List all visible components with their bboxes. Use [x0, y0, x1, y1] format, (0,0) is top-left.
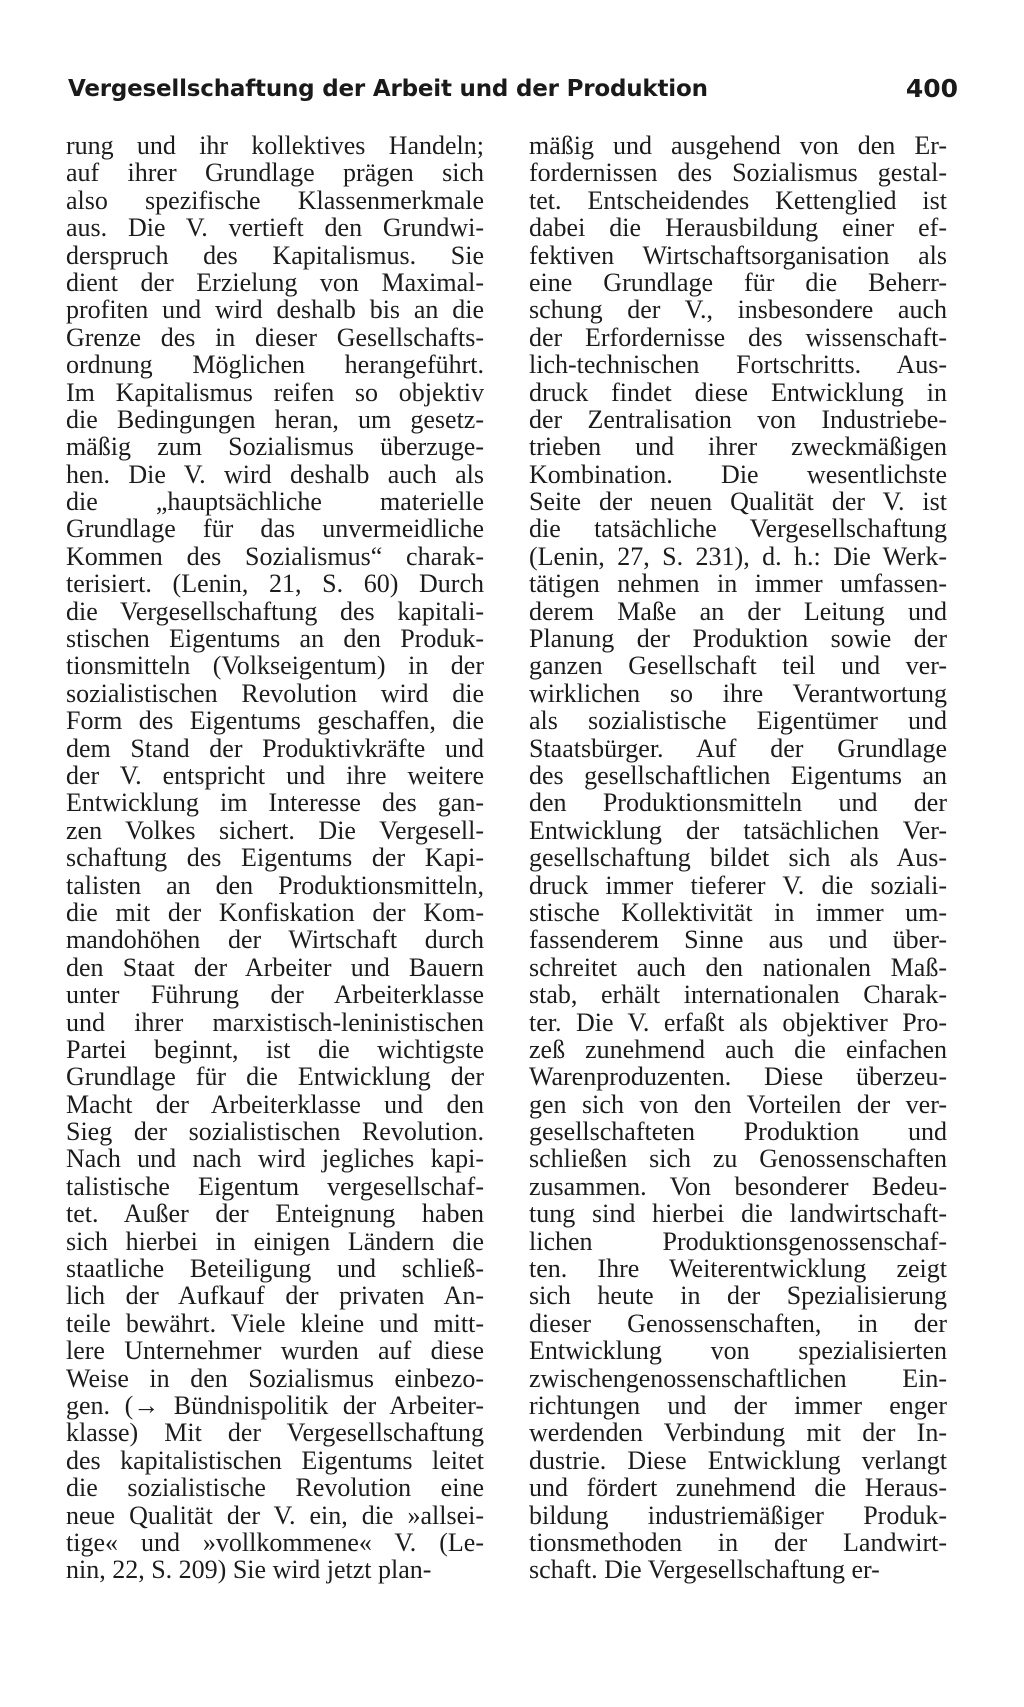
- text-line: talistische Eigentum vergesellschaf-: [66, 1171, 484, 1201]
- text-line: und fördert zunehmend die Heraus-: [529, 1473, 947, 1503]
- text-line: Planung der Produktion sowie der: [529, 624, 947, 654]
- text-line: klasse) Mit der Vergesellschaftung: [66, 1418, 484, 1448]
- text-line: ter. Die V. erfaßt als objektiver Pro-: [529, 1007, 947, 1037]
- text-line: ganzen Gesellschaft teil und ver-: [529, 651, 947, 681]
- text-line: nin, 22, S. 209) Sie wird jetzt plan-: [66, 1555, 432, 1585]
- text-line: aus. Die V. vertieft den Grundwi-: [66, 213, 484, 243]
- text-line: fektiven Wirtschaftsorganisation als: [529, 240, 947, 270]
- text-line: also spezifische Klassenmerkmale: [66, 185, 484, 215]
- text-line: rung und ihr kollektives Handeln;: [66, 131, 484, 160]
- text-line: und ihrer marxistisch-leninistischen: [66, 1007, 484, 1037]
- text-line: derspruch des Kapitalismus. Sie: [66, 240, 484, 270]
- text-line: Grundlage für das unvermeidliche: [66, 514, 484, 544]
- text-line: Warenproduzenten. Diese überzeu-: [529, 1062, 947, 1092]
- text-line: lich der Aufkauf der privaten An-: [66, 1281, 484, 1311]
- text-line: fordernissen des Sozialismus gestal-: [529, 158, 947, 188]
- text-line: Seite der neuen Qualität der V. ist: [529, 487, 947, 517]
- text-line: profiten und wird deshalb bis an die: [66, 295, 484, 325]
- text-line: gesellschaftung bildet sich als Aus-: [529, 843, 947, 873]
- text-line: Macht der Arbeiterklasse und den: [66, 1089, 484, 1119]
- text-line: stische Kollektivität in immer um-: [529, 897, 947, 927]
- text-line: tet. Entscheidendes Kettenglied ist: [529, 185, 947, 215]
- text-line: stischen Eigentums an den Produk-: [66, 624, 484, 654]
- text-line: die tatsächliche Vergesellschaftung: [529, 514, 947, 544]
- text-line: ten. Ihre Weiterentwicklung zeigt: [529, 1254, 947, 1284]
- text-line: bildung industriemäßiger Produk-: [529, 1500, 947, 1530]
- text-line: den Produktionsmitteln und der: [529, 788, 947, 818]
- text-line: zwischengenossenschaftlichen Ein-: [529, 1363, 947, 1393]
- text-line: Kommen des Sozialismus“ charak-: [66, 541, 484, 571]
- text-line: sozialistischen Revolution wird die: [66, 678, 484, 708]
- text-line: zen Volkes sichert. Die Vergesell-: [66, 815, 484, 845]
- running-header: [68, 76, 958, 116]
- text-line: Staatsbürger. Auf der Grundlage: [529, 733, 947, 763]
- text-line: Form des Eigentums geschaffen, die: [66, 706, 484, 736]
- text-line: Entwicklung im Interesse des gan-: [66, 788, 484, 818]
- text-line: den Staat der Arbeiter und Bauern: [66, 952, 484, 982]
- text-line: derem Maße an der Leitung und: [529, 596, 947, 626]
- text-line: der V. entspricht und ihre weitere: [66, 760, 484, 790]
- text-line: die sozialistische Revolution eine: [66, 1473, 484, 1503]
- text-line: (Lenin, 27, S. 231), d. h.: Die Werk-: [529, 541, 947, 571]
- text-line: staatliche Beteiligung und schließ-: [66, 1254, 484, 1284]
- text-line: mäßig und ausgehend von den Er-: [529, 131, 947, 160]
- text-line: werdenden Verbindung mit der In-: [529, 1418, 947, 1448]
- text-line: Grenze des in dieser Gesellschafts-: [66, 322, 484, 352]
- text-line: tung sind hierbei die landwirtschaft-: [529, 1199, 947, 1229]
- text-line: schließen sich zu Genossenschaften: [529, 1144, 947, 1174]
- text-line: Kombination. Die wesentlichste: [529, 459, 947, 489]
- text-line: Im Kapitalismus reifen so objektiv: [66, 377, 484, 407]
- text-line: die Vergesellschaftung des kapitali-: [66, 596, 484, 626]
- text-line: zusammen. Von besonderer Bedeu-: [529, 1171, 947, 1201]
- text-line: tet. Außer der Enteignung haben: [66, 1199, 484, 1229]
- text-line: stab, erhält internationalen Charak-: [529, 980, 947, 1010]
- text-line: lere Unternehmer wurden auf diese: [66, 1336, 484, 1366]
- text-line: druck findet diese Entwicklung in: [529, 377, 947, 407]
- text-line: tionsmethoden in der Landwirt-: [529, 1527, 947, 1557]
- text-line: Grundlage für die Entwicklung der: [66, 1062, 484, 1092]
- page-number: 400: [905, 74, 958, 103]
- text-line: schung der V., insbesondere auch: [529, 295, 947, 325]
- text-line: mandohöhen der Wirtschaft durch: [66, 925, 484, 955]
- text-line: schaft. Die Vergesellschaftung er-: [529, 1555, 880, 1585]
- text-line: tige« und »vollkommene« V. (Le-: [66, 1527, 484, 1557]
- text-line: druck immer tieferer V. die soziali-: [529, 870, 947, 900]
- text-line: hen. Die V. wird deshalb auch als: [66, 459, 484, 489]
- text-line: als sozialistische Eigentümer und: [529, 706, 947, 736]
- text-line: fassenderem Sinne aus und über-: [529, 925, 947, 955]
- text-line: wirklichen so ihre Verantwortung: [529, 678, 947, 708]
- text-line: zeß zunehmend auch die einfachen: [529, 1034, 947, 1064]
- text-line: dieser Genossenschaften, in der: [529, 1308, 947, 1338]
- header-title: Vergesellschaftung der Arbeit und der Produktion: [68, 76, 708, 102]
- text-line: der Erfordernisse des wissenschaft-: [529, 322, 947, 352]
- text-line: Sieg der sozialistischen Revolution.: [66, 1117, 484, 1147]
- text-line: Entwicklung von spezialisierten: [529, 1336, 947, 1366]
- text-line: des gesellschaftlichen Eigentums an: [529, 760, 947, 790]
- text-line: die Bedingungen heran, um gesetz-: [66, 404, 484, 434]
- text-line: die mit der Konfiskation der Kom-: [66, 897, 484, 927]
- text-line: unter Führung der Arbeiterklasse: [66, 980, 484, 1010]
- text-line: sich heute in der Spezialisierung: [529, 1281, 947, 1311]
- text-line: tätigen nehmen in immer umfassen-: [529, 569, 947, 599]
- text-line: neue Qualität der V. ein, die »allsei-: [66, 1500, 484, 1530]
- text-line: schreitet auch den nationalen Maß-: [529, 952, 947, 982]
- right-column: [529, 132, 947, 1584]
- text-line: lichen Produktionsgenossenschaf-: [529, 1226, 947, 1256]
- text-line: talisten an den Produktionsmitteln,: [66, 870, 484, 900]
- text-line: terisiert. (Lenin, 21, S. 60) Durch: [66, 569, 484, 599]
- text-line: der Zentralisation von Industriebe-: [529, 404, 947, 434]
- text-line: dustrie. Diese Entwicklung verlangt: [529, 1445, 947, 1475]
- text-line: des kapitalistischen Eigentums leitet: [66, 1445, 484, 1475]
- text-line: sich hierbei in einigen Ländern die: [66, 1226, 484, 1256]
- text-line: dabei die Herausbildung einer ef-: [529, 213, 947, 243]
- left-column: [66, 132, 484, 1584]
- text-line: teile bewährt. Viele kleine und mitt-: [66, 1308, 484, 1338]
- text-line: dem Stand der Produktivkräfte und: [66, 733, 484, 763]
- text-line: ordnung Möglichen herangeführt.: [66, 350, 484, 380]
- text-line: tionsmitteln (Volkseigentum) in der: [66, 651, 484, 681]
- text-line: gesellschafteten Produktion und: [529, 1117, 947, 1147]
- text-line: schaftung des Eigentums der Kapi-: [66, 843, 484, 873]
- text-line: Nach und nach wird jegliches kapi-: [66, 1144, 484, 1174]
- text-line: richtungen und der immer enger: [529, 1390, 947, 1420]
- text-line: Partei beginnt, ist die wichtigste: [66, 1034, 484, 1064]
- text-line: auf ihrer Grundlage prägen sich: [66, 158, 484, 188]
- text-line: dient der Erzielung von Maximal-: [66, 267, 484, 297]
- text-line: Weise in den Sozialismus einbezo-: [66, 1363, 484, 1393]
- text-line: die „hauptsächliche materielle: [66, 487, 484, 517]
- text-line: trieben und ihrer zweckmäßigen: [529, 432, 947, 462]
- text-line: eine Grundlage für die Beherr-: [529, 267, 947, 297]
- text-line: gen. (→ Bündnispolitik der Arbeiter-: [66, 1390, 484, 1420]
- text-line: gen sich von den Vorteilen der ver-: [529, 1089, 947, 1119]
- text-line: lich-technischen Fortschritts. Aus-: [529, 350, 947, 380]
- text-line: Entwicklung der tatsächlichen Ver-: [529, 815, 947, 845]
- text-line: mäßig zum Sozialismus überzuge-: [66, 432, 484, 462]
